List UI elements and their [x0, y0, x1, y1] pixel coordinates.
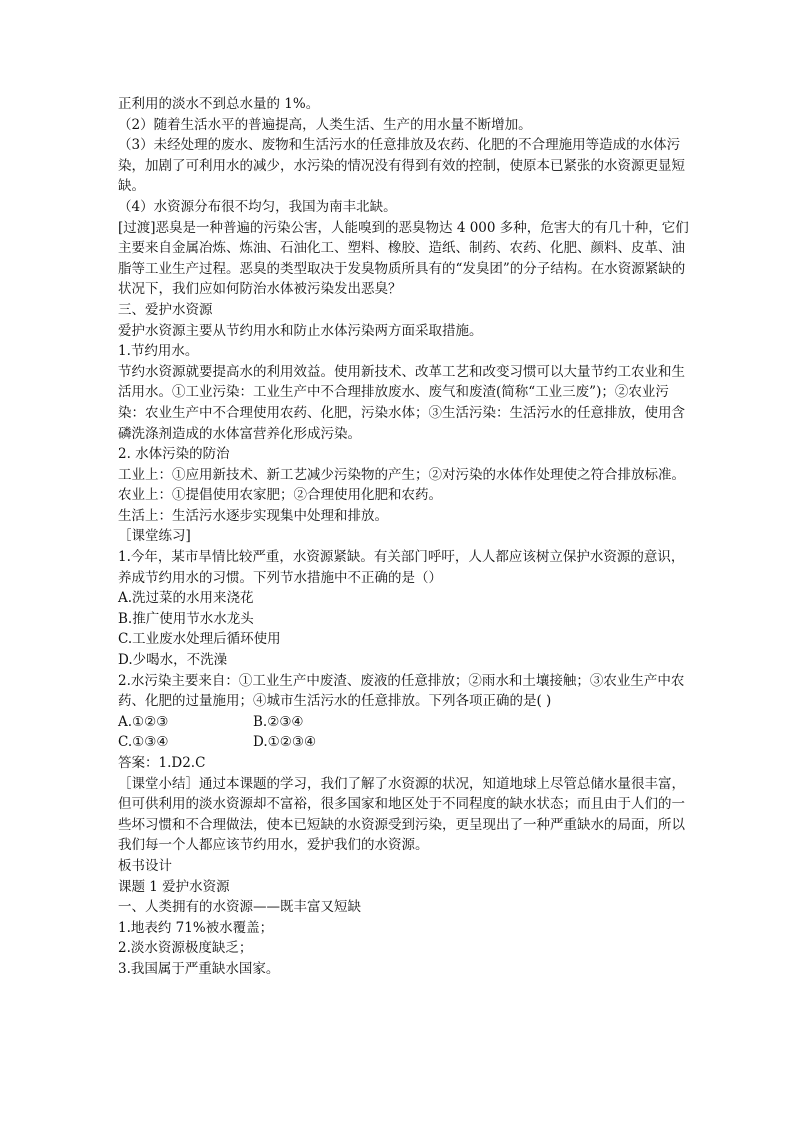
options-row — [118, 712, 690, 733]
paragraph: （4）水资源分布很不均匀，我国为南丰北缺。 — [118, 198, 397, 215]
transition-paragraph: [过渡]恶臭是一种普遍的污染公害，人能嗅到的恶臭物达 4 000 多种，危害大的有几十种，它们主要来自金属冶炼、炼油、石油化工、塑料、橡胶、造纸、制药、农药、化肥、颜料、皮革、油脂等工业生产过程。恶臭的类型取决于发臭物质所具有的“发臭团”的分子结构。在水资源紧缺的状况下，我们应如何防治水体被污染发出恶臭？ — [118, 219, 689, 298]
exercise-heading: ［课堂练习] — [118, 528, 191, 545]
option-b: B.推广使用节水水龙头 — [118, 610, 254, 627]
paragraph: 爱护水资源主要从节约用水和防止水体污染两方面采取措施。 — [118, 322, 483, 339]
paragraph: 节约水资源就要提高水的利用效益。使用新技术、改革工艺和改变习惯可以大量节约工农业和生活用水。①工业污染：工业生产中不合理排放废水、废气和废渣(简称“工业三废”)；②农业污染：农业生产中不合理使用农药、化肥，污染水体；③生活污染：生活污水的任意排放，使用含磷洗涤剂造成的水体富营养化形成污染。 — [118, 363, 685, 442]
option-d: D.少喝水，不洗澡 — [118, 652, 228, 669]
option-a: A.洗过菜的水用来浇花 — [118, 590, 254, 607]
board-design-heading: 板书设计 — [118, 857, 172, 874]
option-c: C.工业废水处理后循环使用 — [118, 631, 281, 648]
paragraph: （3）未经处理的废水、废物和生活污水的任意排放及农药、化肥的不合理施用等造成的水体污染，加剧了可利用水的减少，水污染的情况没有得到有效的控制，使原本已紧张的水资源更显短缺。 — [118, 137, 685, 195]
outline-item: 1.地表约 71%被水覆盖； — [118, 919, 274, 936]
paragraph: （2）随着生活水平的普遍提高，人类生活、生产的用水量不断增加。 — [118, 116, 532, 133]
question-1: 1.今年，某市旱情比较严重，水资源紧缺。有关部门呼吁，人人都应该树立保护水资源的意识，养成节约用水的习惯。下列节水措施中不正确的是（） — [118, 549, 685, 586]
paragraph: 正利用的淡水不到总水量的 1%。 — [118, 96, 320, 112]
option-a: A.①②③ — [118, 713, 169, 730]
question-2: 2.水污染主要来自：①工业生产中废渣、废液的任意排放；②雨水和土壤接触；③农业生产中农药、化肥的过量施用；④城市生活污水的任意排放。下列各项正确的是( ) — [118, 672, 685, 710]
section-heading: 三、爱护水资源 — [118, 301, 213, 318]
summary-paragraph: ［课堂小结］通过本课题的学习，我们了解了水资源的状况，知道地球上尽管总储水量很丰富，但可供利用的淡水资源却不富裕，很多国家和地区处于不同程度的缺水状态；而且由于人们的一些坏习惯和不合理做法，使本已短缺的水资源受到污染，更呈现出了一种严重缺水的局面，所以我们每一个人都应该节约用水，爱护我们的水资源。 — [118, 775, 685, 854]
paragraph: 农业上：①提倡使用农家肥；②合理使用化肥和农药。 — [118, 487, 442, 504]
outline-item: 3.我国属于严重缺水国家。 — [118, 960, 280, 977]
lesson-title: 课题 1 爱护水资源 — [118, 878, 230, 895]
document-page — [118, 94, 690, 980]
option-b: B.②③④ — [253, 713, 304, 730]
option-c: C.①③④ — [118, 734, 169, 751]
outline-item: 2.淡水资源极度缺乏； — [118, 940, 253, 957]
options-row — [118, 732, 690, 753]
answer: 答案：1.D2.C — [118, 755, 206, 771]
subheading: 1.节约用水。 — [118, 343, 199, 360]
paragraph: 工业上：①应用新技术、新工艺减少污染物的产生；②对污染的水体作处理使之符合排放标准。 — [118, 466, 685, 483]
option-d: D.①②③④ — [253, 734, 317, 751]
paragraph: 生活上：生活污水逐步实现集中处理和排放。 — [118, 507, 388, 524]
outline-item: 一、人类拥有的水资源——既丰富又短缺 — [118, 899, 361, 916]
subheading: 2. 水体污染的防治 — [118, 446, 230, 463]
